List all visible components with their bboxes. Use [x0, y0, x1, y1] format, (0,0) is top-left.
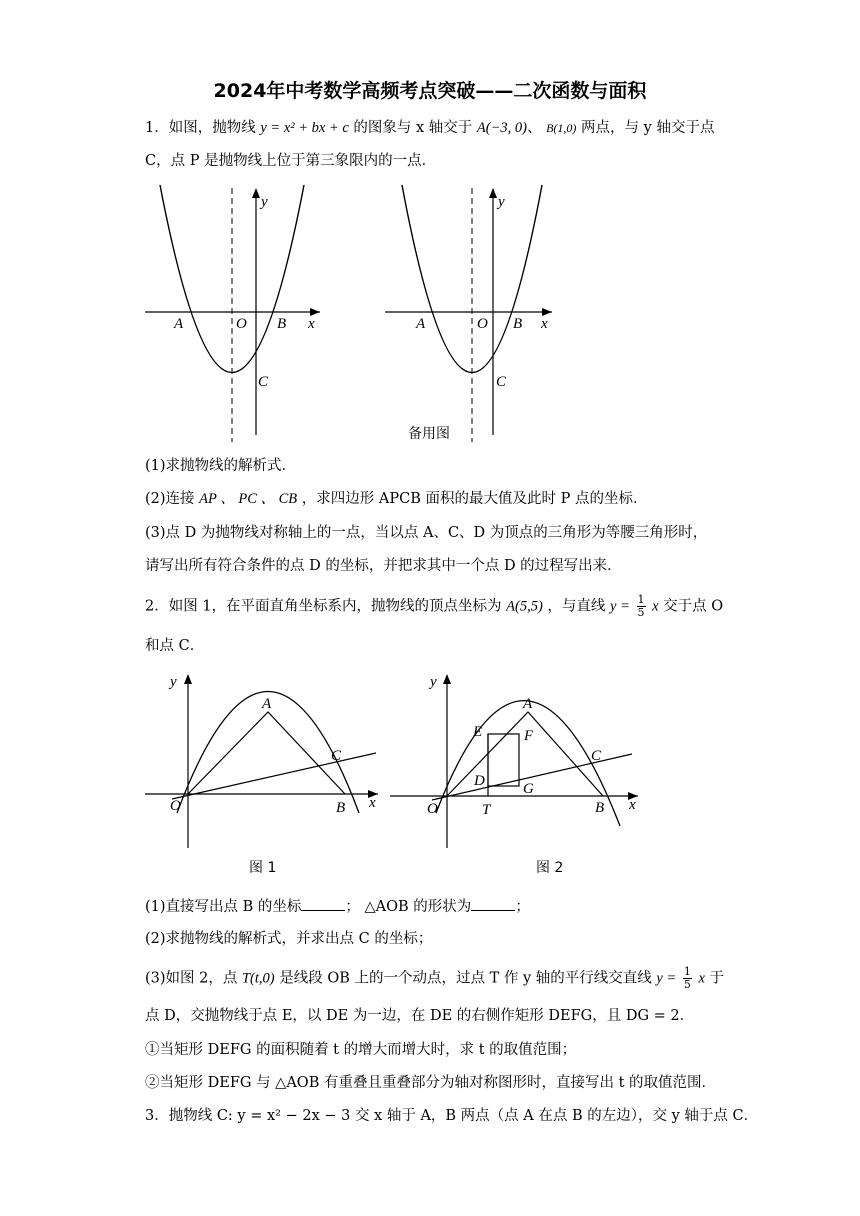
label-a: A — [416, 316, 426, 332]
q1-spare-figure — [385, 185, 552, 442]
label-x: x — [629, 797, 636, 813]
q2-part3-line2: 点 D，交抛物线于点 E，以 DE 为一边，在 DE 的右侧作矩形 DEFG，且 DG = 2． — [145, 1008, 695, 1024]
label-c: C — [258, 374, 269, 390]
label-y: y — [498, 194, 505, 210]
q2-text-mid: ，与直线 — [547, 598, 606, 615]
q2-part1-intro: (1)直接写出点 B 的坐标 — [145, 899, 302, 915]
y-axis-arrow — [443, 674, 451, 684]
label-b: B — [277, 316, 287, 332]
label-x: x — [308, 316, 315, 332]
label-g: G — [523, 781, 534, 797]
fraction-denominator: 5 — [683, 978, 691, 991]
q1-point-b: B(1,0) — [546, 121, 577, 135]
q2-part3-line1 — [145, 966, 724, 991]
q2-line-x: x — [652, 598, 659, 615]
q2-text-post: 交于点 O — [663, 598, 724, 615]
q2-part3-fraction — [683, 966, 692, 991]
q1-part3-line2: 请写出所有符合条件的点 D 的坐标，并把求其中一个点 D 的过程写出来． — [145, 558, 622, 574]
label-b: B — [336, 800, 346, 816]
label-x: x — [369, 795, 376, 811]
q2-figure-1 — [145, 674, 378, 876]
q3-line1: 3．抛物线 C: y = x² − 2x − 3 交 x 轴于 A，B 两点（点 A 在点 B 的左边），交 y 轴于点 C． — [145, 1108, 759, 1124]
q2-part3-line-y: y = — [656, 970, 677, 987]
y-axis-arrow — [489, 188, 497, 198]
q2-part3-intro: (3)如图 2，点 — [145, 970, 238, 987]
label-t: T — [482, 802, 491, 818]
q2-line-y: y = — [610, 598, 630, 615]
q1-text-mid: 的图象与 x 轴交于 — [353, 120, 473, 136]
q2-part2: (2)求抛物线的解析式，并求出点 C 的坐标； — [145, 931, 433, 947]
q1-part2-segments: AP 、 PC 、 CB — [199, 491, 298, 507]
q2-intro: 2．如图 1，在平面直角坐标系内，抛物线的顶点坐标为 — [145, 598, 502, 615]
label-e: E — [473, 724, 483, 740]
q2-figures — [140, 668, 650, 883]
rectangle-defg — [488, 734, 519, 786]
q2-part1 — [145, 896, 530, 917]
label-y: y — [261, 194, 268, 210]
q1-main-figure — [145, 185, 320, 442]
label-o: O — [236, 316, 247, 332]
x-axis-arrow — [310, 308, 320, 316]
q2-vertex: A(5,5) — [506, 598, 543, 615]
q1-intro: 1．如图，抛物线 — [145, 120, 256, 136]
label-c: C — [591, 748, 602, 764]
label-a: A — [523, 696, 533, 712]
label-a: A — [262, 696, 272, 712]
q2-part1-sep: ； — [345, 899, 360, 915]
q1-part2-rest: ，求四边形 APCB 面积的最大值及此时 P 点的坐标． — [301, 491, 648, 507]
q1-equation: y = x² + bx + c — [260, 120, 349, 136]
label-o: O — [477, 316, 488, 332]
q2-sub2: ②当矩形 DEFG 与 △AOB 有重叠且重叠部分为轴对称图形时，直接写出 t 的取值范围． — [145, 1075, 716, 1091]
label-a: A — [174, 316, 184, 332]
label-y: y — [430, 674, 437, 690]
fraction-denominator: 5 — [637, 606, 645, 619]
q1-line2: C，点 P 是抛物线上位于第三象限内的一点． — [145, 153, 437, 169]
fraction-numerator: 1 — [683, 965, 691, 978]
label-c: C — [331, 748, 342, 764]
q2-part3-post: 于 — [709, 970, 725, 987]
triangle-aob — [188, 712, 345, 794]
q2-figure-2 — [390, 674, 638, 876]
label-x: x — [541, 316, 548, 332]
y-axis-arrow — [184, 674, 192, 684]
q1-part2-intro: (2)连接 — [145, 491, 195, 507]
label-o: O — [427, 801, 438, 817]
x-axis-arrow — [542, 308, 552, 316]
label-y: y — [170, 674, 177, 690]
q2-part1-end: ； — [515, 899, 530, 915]
label-b: B — [595, 800, 605, 816]
q2-line2: 和点 C． — [145, 638, 205, 654]
figure-1-caption: 图 1 — [249, 860, 277, 876]
q1-separator: 、 — [526, 120, 542, 136]
q1-part1: (1)求抛物线的解析式． — [145, 458, 297, 474]
q2-part3-point-t: T(t,0) — [241, 970, 275, 987]
q2-fraction — [637, 594, 646, 619]
answer-blank-2[interactable] — [471, 896, 515, 911]
answer-blank-1[interactable] — [301, 896, 345, 911]
label-b: B — [513, 316, 523, 332]
q1-figures — [140, 180, 600, 450]
spare-figure-caption: 备用图 — [408, 426, 450, 442]
q2-part3-line-x: x — [698, 970, 705, 987]
q2-sub1: ①当矩形 DEFG 的面积随着 t 的增大而增大时，求 t 的取值范围； — [145, 1042, 577, 1058]
label-o: O — [170, 798, 181, 814]
q1-part3-line1: (3)点 D 为抛物线对称轴上的一点，当以点 A、C、D 为顶点的三角形为等腰三角形时， — [145, 525, 708, 541]
q1-part2 — [145, 489, 647, 509]
q2-part1-triangle: △AOB 的形状为 — [364, 899, 472, 915]
q1-text-post: 两点，与 y 轴交于点 — [581, 120, 715, 136]
q1-point-a: A(−3, 0) — [476, 120, 527, 136]
fraction-numerator: 1 — [637, 593, 645, 606]
page-title: 2024年中考数学高频考点突破——二次函数与面积 — [213, 80, 647, 102]
label-c: C — [496, 374, 507, 390]
label-f: F — [524, 728, 534, 744]
q2-part3-mid: 是线段 OB 上的一个动点，过点 T 作 y 轴的平行线交直线 — [279, 970, 652, 987]
q2-line1 — [145, 594, 723, 619]
label-d: D — [474, 773, 485, 789]
line-oc — [172, 753, 376, 799]
q1-line1 — [145, 118, 714, 138]
figure-2-caption: 图 2 — [536, 860, 564, 876]
y-axis-arrow — [252, 188, 260, 198]
